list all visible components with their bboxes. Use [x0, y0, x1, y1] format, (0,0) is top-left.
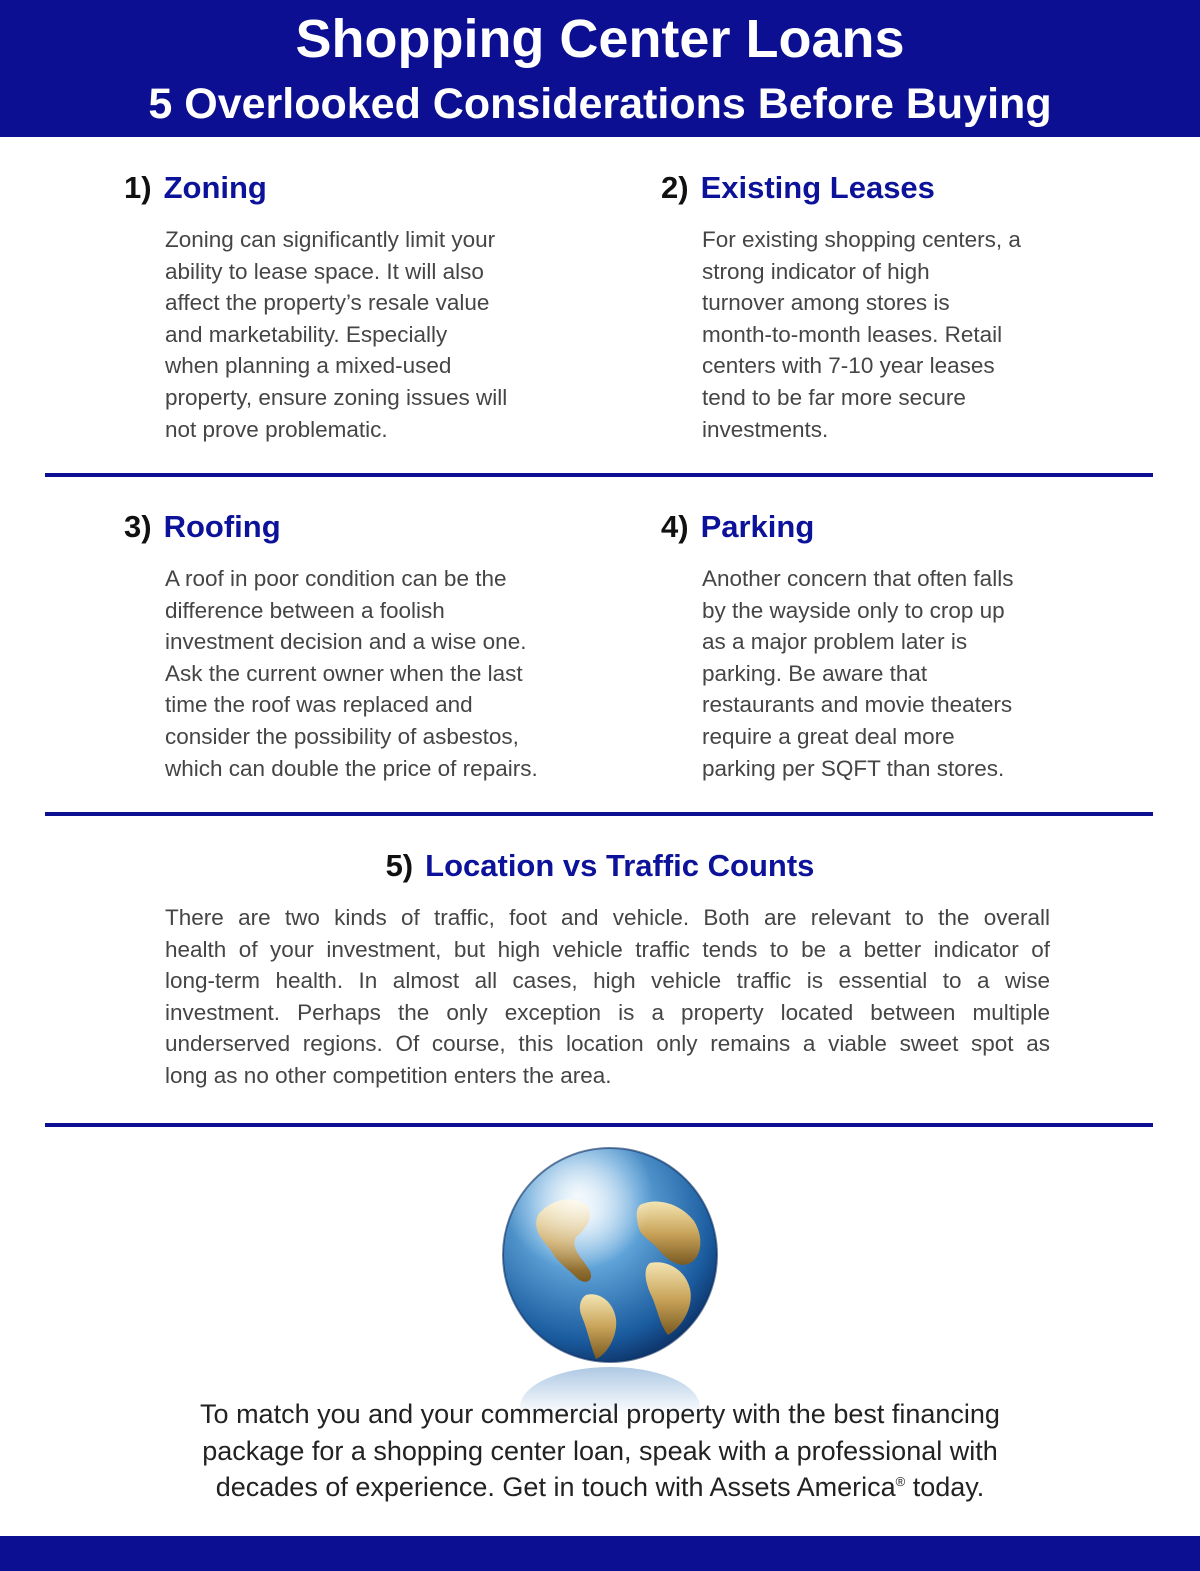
- text-line: as a major problem later is: [702, 629, 968, 655]
- footer-line-text: today.: [905, 1472, 985, 1502]
- text-line: property, ensure zoning issues will: [165, 384, 508, 410]
- footer-call-to-action: [120, 1396, 1080, 1506]
- page-title: Shopping Center Loans: [295, 9, 905, 69]
- text-line: For existing shopping centers, a: [702, 227, 1021, 252]
- text-line: health of your investment, but high vehicle traffic tends to be a better indicator of: [165, 936, 1050, 962]
- text-line: Ask the current owner when the last: [165, 660, 523, 686]
- text-line: Another concern that often falls: [702, 566, 1014, 591]
- section-title: Location vs Traffic Counts: [425, 848, 815, 883]
- section-number: 1): [124, 170, 152, 205]
- text-line: There are two kinds of traffic, foot and vehicle. Both are relevant to the overall: [165, 905, 1050, 930]
- text-line: not prove problematic.: [165, 416, 388, 442]
- section-heading-zoning: [124, 168, 267, 208]
- section-number: 4): [661, 509, 689, 544]
- section-divider: [45, 812, 1153, 816]
- footer-line: package for a shopping center loan, speak with a professional with: [202, 1435, 998, 1466]
- text-line: parking. Be aware that: [702, 660, 928, 686]
- section-heading-location-traffic: [0, 846, 1200, 886]
- section-body-existing-leases: [702, 224, 1142, 445]
- text-line: parking per SQFT than stores.: [702, 755, 1005, 781]
- text-line: underserved regions. Of course, this location only remains a viable sweet spot as: [165, 1031, 1050, 1057]
- text-line: centers with 7-10 year leases: [702, 353, 995, 379]
- footer-line-text: decades of experience. Get in touch with Assets America: [215, 1472, 896, 1502]
- footer-line: To match you and your commercial property with the best financing: [200, 1399, 1000, 1429]
- text-line: investment decision and a wise one.: [165, 629, 527, 655]
- text-line: turnover among stores is: [702, 290, 950, 316]
- section-heading-parking: [661, 507, 814, 547]
- section-heading-roofing: [124, 507, 281, 547]
- section-number: 3): [124, 509, 152, 544]
- text-line: consider the possibility of asbestos,: [165, 723, 519, 749]
- footer-bar: [0, 1536, 1200, 1571]
- text-line: investment. Perhaps the only exception is a property located between multiple: [165, 999, 1050, 1025]
- page-subtitle: 5 Overlooked Considerations Before Buying: [148, 80, 1052, 128]
- section-title: Zoning: [163, 170, 267, 205]
- text-line: require a great deal more: [702, 723, 955, 749]
- text-line: strong indicator of high: [702, 258, 930, 284]
- text-line: affect the property’s resale value: [165, 290, 490, 316]
- section-number: 5): [385, 848, 414, 883]
- text-line: ability to lease space. It will also: [165, 258, 484, 284]
- section-heading-existing-leases: [661, 168, 935, 208]
- text-line: month-to-month leases. Retail: [702, 321, 1003, 347]
- section-divider: [45, 1123, 1153, 1127]
- text-line: Zoning can significantly limit your: [165, 227, 496, 252]
- text-line: tend to be far more secure: [702, 384, 966, 410]
- text-line: restaurants and movie theaters: [702, 692, 1013, 718]
- section-title: Roofing: [163, 509, 281, 544]
- text-line: time the roof was replaced and: [165, 692, 473, 718]
- text-line: which can double the price of repairs.: [165, 755, 538, 781]
- text-line: investments.: [702, 416, 829, 442]
- section-number: 2): [661, 170, 689, 205]
- footer-line: [120, 1469, 1080, 1506]
- text-line: when planning a mixed-used: [165, 353, 452, 379]
- section-title: Existing Leases: [700, 170, 935, 205]
- text-line: A roof in poor condition can be the: [165, 566, 507, 591]
- section-body-zoning: [165, 224, 605, 445]
- section-body-parking: [702, 563, 1142, 784]
- text-line: difference between a foolish: [165, 597, 445, 623]
- text-line: and marketability. Especially: [165, 321, 448, 347]
- text-line: by the wayside only to crop up: [702, 597, 1005, 623]
- page-header: [0, 0, 1200, 137]
- section-divider: [45, 473, 1153, 477]
- text-line: long-term health. In almost all cases, high vehicle traffic is essential to a wise: [165, 968, 1050, 994]
- section-body-location-traffic: [165, 902, 1050, 1092]
- registered-trademark: ®: [895, 1474, 906, 1489]
- section-title: Parking: [700, 509, 815, 544]
- section-body-roofing: [165, 563, 605, 784]
- text-line: long as no other competition enters the area.: [165, 1062, 612, 1088]
